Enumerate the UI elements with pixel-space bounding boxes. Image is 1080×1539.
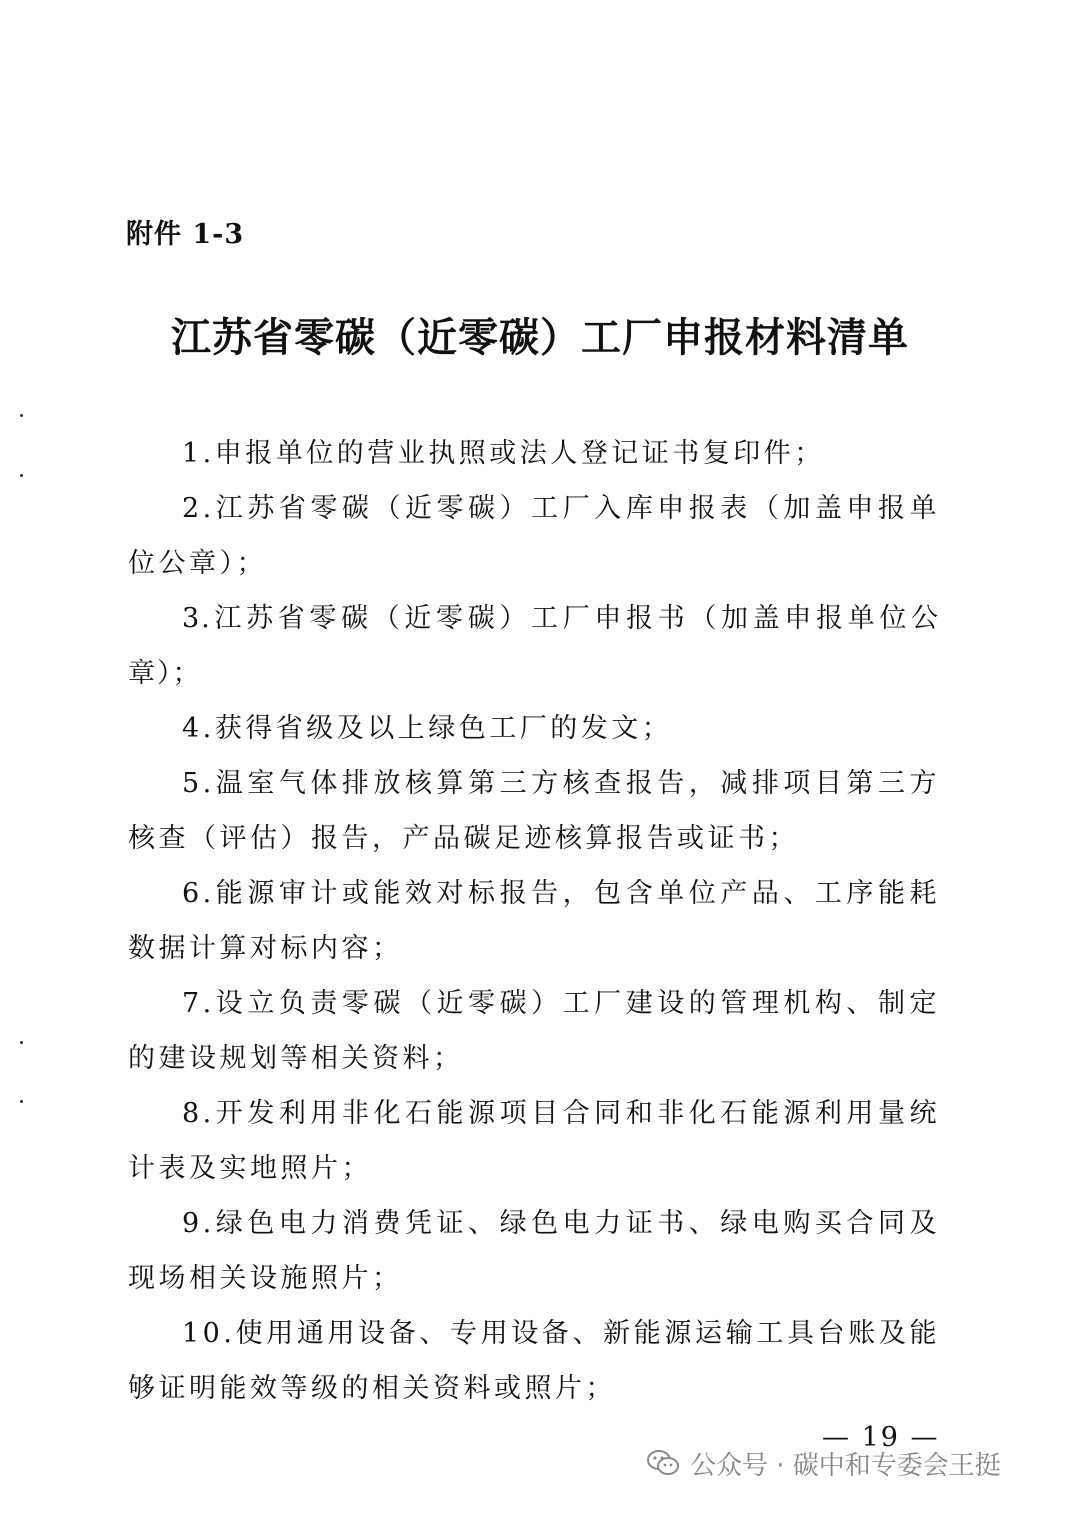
scan-artifact-dot — [20, 1041, 23, 1044]
document-title: 江苏省零碳（近零碳）工厂申报材料清单 — [171, 314, 909, 361]
scan-artifact-dot — [20, 414, 23, 417]
list-item: 8.开发利用非化石能源项目合同和非化石能源利用量统计表及实地照片； — [128, 1098, 940, 1184]
list-item: 5.温室气体排放核算第三方核查报告，减排项目第三方核查（评估）报告，产品碳足迹核算报告或证书； — [128, 768, 940, 854]
list-item: 10.使用通用设备、专用设备、新能源运输工具台账及能够证明能效等级的相关资料或照片； — [128, 1318, 940, 1404]
materials-list — [128, 426, 940, 1416]
page-number: — 19 — — [822, 1422, 940, 1453]
list-item: 2.江苏省零碳（近零碳）工厂入库申报表（加盖申报单位公章）； — [128, 493, 940, 579]
scan-artifact-dot — [20, 474, 23, 477]
list-item: 4.获得省级及以上绿色工厂的发文； — [182, 713, 673, 744]
watermark-text: 公众号 · 碳中和专委会王挺 — [690, 1450, 1001, 1481]
list-item: 6.能源审计或能效对标报告，包含单位产品、工序能耗数据计算对标内容； — [128, 878, 940, 964]
watermark — [646, 1446, 1001, 1480]
wechat-official-account-icon — [646, 1448, 680, 1478]
attachment-label: 附件 1-3 — [126, 219, 245, 250]
list-item: 9.绿色电力消费凭证、绿色电力证书、绿电购买合同及现场相关设施照片； — [128, 1208, 940, 1294]
list-item: 1.申报单位的营业执照或法人登记证书复印件； — [182, 438, 825, 469]
list-item: 3.江苏省零碳（近零碳）工厂申报书（加盖申报单位公章）； — [128, 603, 940, 689]
scan-artifact-dot — [20, 1100, 23, 1103]
list-item: 7.设立负责零碳（近零碳）工厂建设的管理机构、制定的建设规划等相关资料； — [128, 988, 940, 1074]
